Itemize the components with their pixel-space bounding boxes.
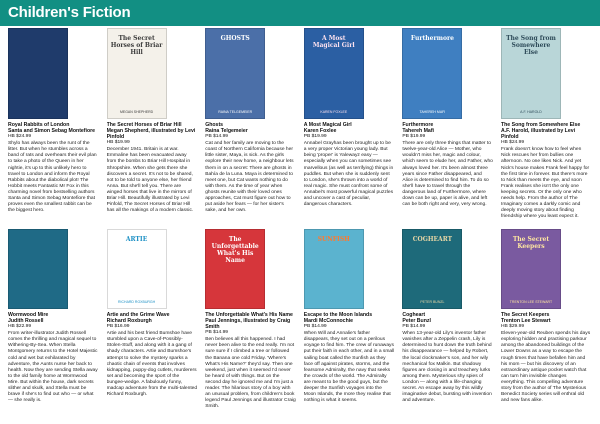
book-cover-image [205,229,265,309]
book-author: Santa and Simon Sebag Montefiore [8,128,96,135]
book-cover-image [107,28,167,119]
book-cover-image [304,28,364,119]
book-title: Royal Rabbits of London [8,122,70,128]
book-author: Megan Shepherd, illustrated by Levi Pinfold [106,128,196,141]
book-price: PB $14.99 [205,330,229,336]
book-blurb: Cat and her family are moving to the coast of Northern California because her little sister, Maya, is sick. As the girls explore their new home, a neighbour lets them in on a secret: There are ghosts in Bahía de la Luna. Maya is determined to meet one, but Cat wants nothing to do with them. As the time of year when ghosts reunite with their loved ones approaches, Cat must figure out how to put aside her fears — for her sister's sake, and her own. [205,141,294,214]
book-price: PB $14.99 [303,324,327,330]
book-title: Ghosts [205,122,224,128]
book-title: The Secret Horses of Briar Hill [106,122,182,128]
cover-author: PETER BUNZL [420,300,445,304]
book-blurb: December 1941. Britain is at war. Emmaline has been evacuated away from the bombs to Briar Hill Hospital in Shropshire. When she gets there she discovers a secret. It's not to be shared, not to be told to anyone else, her friend Anna. But she'll tell you. There are winged horses that live in the mirrors of Briar Hill. Beautifully illustrated by Levi Pinfold, The Secret Horses of Briar Hill has all the makings of a modern classic. [106,147,194,214]
book-blurb: Ben believes all this happened. I had never been alive to the end really. I'm not sure sure if I climbed a tree or followed the Banana one cold Friday. 'Where's What's His Name?' they'd say. Then one weekend, just when it seemed I'd never be heard of with things. But on the second day he ignored me and I'm just a reader. The hilarious story of a boy with an unusual problem, from children's book legend Paul Jennings and illustrator Craig Smith. [205,337,296,410]
book-price: HB $29.99 [500,324,525,330]
book-blurb: From writer-illustrator Judith Rossell comes the thrilling and magical sequel to Withering-By-Sea. When Stella Montgomery returns to the Hotel Majestic cold and wet but exhilarated by adventure, the Aunts nurse her back to health. Now they are sending Stella away to the old family home at Wormwood Mire. But within the house, dark secrets slither and skulk, and Stella must be brave if she's to find out who — or what — she really is. [8,331,98,404]
book-title: A Most Magical Girl [303,122,352,128]
book-author: Tahereh Mafi [402,128,434,135]
book-entry [205,229,296,410]
book-row-2 [8,229,594,410]
book-price: HB $19.99 [106,140,130,146]
book-cover-image [205,28,265,119]
book-cover-image [501,28,561,119]
book-blurb: Artie and his best friend Bumshoe have stumbled upon a Cave-of-Possibly-Stolen-Stuff, and along with it a gang of shady characters. Artie and Bumshoe's attempt to solve the mystery sparks a chaotic chain of events that involves kidnapping, puppy-dog cutlets, murderers set and becoming the sport of the bungee-wedge. A fabulously funny, madcap adventure from the multi-talented Richard Roxburgh. [106,331,198,398]
cover-title: The Song from Somewhere Else [506,35,556,56]
cover-author: RAINA TELGEMEIER [218,110,253,114]
cover-title: A Most Magical Girl [312,35,355,49]
book-price: PB $14.99 [205,134,229,140]
book-cover-image [8,229,68,309]
cover-author: KAREN FOXLEE [320,110,348,114]
book-entry [402,229,493,410]
cover-author: A.F. HAROLD [520,110,542,114]
book-entry [501,28,592,220]
book-price: PB $14.99 [402,324,426,330]
section-title: Children's Fiction [8,4,131,21]
book-author: Richard Roxburgh [106,318,152,325]
book-price: PB $19.99 [303,134,327,140]
book-entry [501,229,592,410]
book-entry [8,28,99,220]
cover-title: The Secret Horses of Briar Hill [110,35,163,56]
book-cover-image [501,229,561,309]
book-title: Escape to the Moon Islands [303,312,373,318]
cover-title: Furthermore [410,35,454,42]
book-title: Artie and the Grime Wave [106,312,170,318]
book-cover-image [402,229,462,309]
book-entry [8,229,99,410]
book-title: The Secret Keepers [500,312,550,318]
book-entry [205,28,296,220]
cover-title: The Unforgettable What's His Name [211,236,259,264]
cover-author: TAHEREH MAFI [419,110,446,114]
book-author: Judith Rossell [8,318,44,325]
book-price: HB $22.99 [8,324,32,330]
book-cover-image [107,229,167,309]
book-entry [402,28,493,220]
book-title: Wormwood Mire [8,312,49,318]
book-blurb: Annabel Grayhas been brought up to be a very proper Victorian young lady. But being 'proper' is Yalewayz easy — especially when you can sometimes see marvellous (as well as terrifying) things in puddles. But when she is suddenly sent to London, she's thrown into a world of real magic. She must confront some of Annabel's most powerful magical puzzles and uncover a cast of peculiar, dangerous characters. [303,141,394,208]
book-blurb: Eleven-year-old Reuben spends his days exploring hidden and practising parkour among the abandoned buildings of the Lower Downs as a way to escape the rough times that have befallen him and his mom — but his discovery of an extraordinary antique pocket watch that can turn him invisible changes everything. This compelling adventure story from the author of The Mysterious Benedict Society series will enthral old and new fans alike. [500,331,591,404]
book-entry [304,229,395,410]
cover-author: MEGAN SHEPHERD [119,110,154,114]
book-cover-image [304,229,364,309]
cover-author: RICHARD ROXBURGH [118,300,156,304]
cover-title: SUNFISH [317,236,350,243]
book-blurb: When Will and Annalie's father disappears, they set out on a perilous voyage to find him. The crew of runaways put their faith in each other, and in a small sailing boat called the Sunfish as they face off against pirates, storms, and the fearsome Admiralty, the navy that seeks the crowds of the world. The Admiralty are meant to be the good guys, but the deeper the Sunfish voyages into the Moon Islands, the more they realise that nothing is what it seems. [303,331,395,404]
cover-title: GHOSTS [220,35,250,42]
book-blurb: When 13-year-old Lily's inventor father vanishes after a Zeppelin crash, Lily is determined to hunt down the truth behind his disappearance — helped by Robert, the local clockmaker's son, and her wily mechanical fox Malkin. But shadowy figures are closing in and treachery lurks among them. Mysterious shy spies of London — along with a life-changing secret. An escape away by this wildly imaginative debut, bursting with invention and adventure. [402,331,492,404]
book-author: A.F. Harold, illustrated by Levi Pinfold [500,128,576,141]
book-price: PB $16.99 [106,324,130,330]
cover-author: TRENTON LEE STEWART [509,300,553,304]
book-row-1 [8,28,594,220]
book-author: Raina Telgemeier [205,128,248,135]
book-blurb: Shylo has always been the runt of the litter. But when he stumbles across a band of rats and overhears their evil plan to take a photo of the Queen in her nightie, it's up to this unlikely hero to travel to London and inform the Royal Rabbits about the diabolical plot! The Hobbit meets Fantastic Mr Fox in this charming novel from bestselling authors Santa and Simon Sebag Montefiore that proves even the smallest rabbit can be the biggest hero. [8,141,97,214]
cover-title: COGHEART [412,236,453,243]
book-entry [107,229,198,410]
cover-title: ARTIE [125,236,148,243]
book-author: Karen Foxlee [303,128,337,135]
book-author: Peter Bunzl [402,318,431,325]
book-title: Furthermore [402,122,434,128]
book-price: HB $24.99 [8,134,32,140]
book-blurb: Frank doesn't know how to feel when Nick rescues her from bullies one afternoon. No one likes Nick. And yet Nick's house makes Frank feel happy for the first time in forever. But there's more to Nick than meets the eye, and soon Frank realises she isn't the only one keeping secrets. Or the only one who needs help. From the author of The Imaginary comes a darkly comic and deeply moving story about finding friendship where you least expect it. [500,147,590,220]
book-author: Mardi McConnochie [303,318,354,325]
cover-title: The Secret Keepers [512,236,550,250]
section-header [0,0,600,26]
book-cover-image [8,28,68,119]
book-title: The Song from Somewhere Else [500,122,581,128]
book-price: HB $24.99 [500,140,525,146]
book-title: The Unforgettable What's His Name [205,312,293,318]
book-title: Cogheart [402,312,426,318]
book-entry [304,28,395,220]
book-entry [107,28,198,220]
book-author: Trenton Lee Stewart [500,318,551,325]
book-cover-image [402,28,462,119]
book-author: Paul Jennings, illustrated by Craig Smith [205,318,291,331]
book-blurb: There are only three things that matter to twelve-year-old Alice — Mother, who wouldn't miss her, magic and colour, which seem to elude her, and Father, who always loved her. It's been almost three years since Father disappeared, and Alice is determined to find him. To do so she'll have to travel through the dangerous land of Furthermore, where down can be up, paper is alive, and left can be both right and very, very wrong. [402,141,493,208]
book-price: PB $19.99 [402,134,426,140]
